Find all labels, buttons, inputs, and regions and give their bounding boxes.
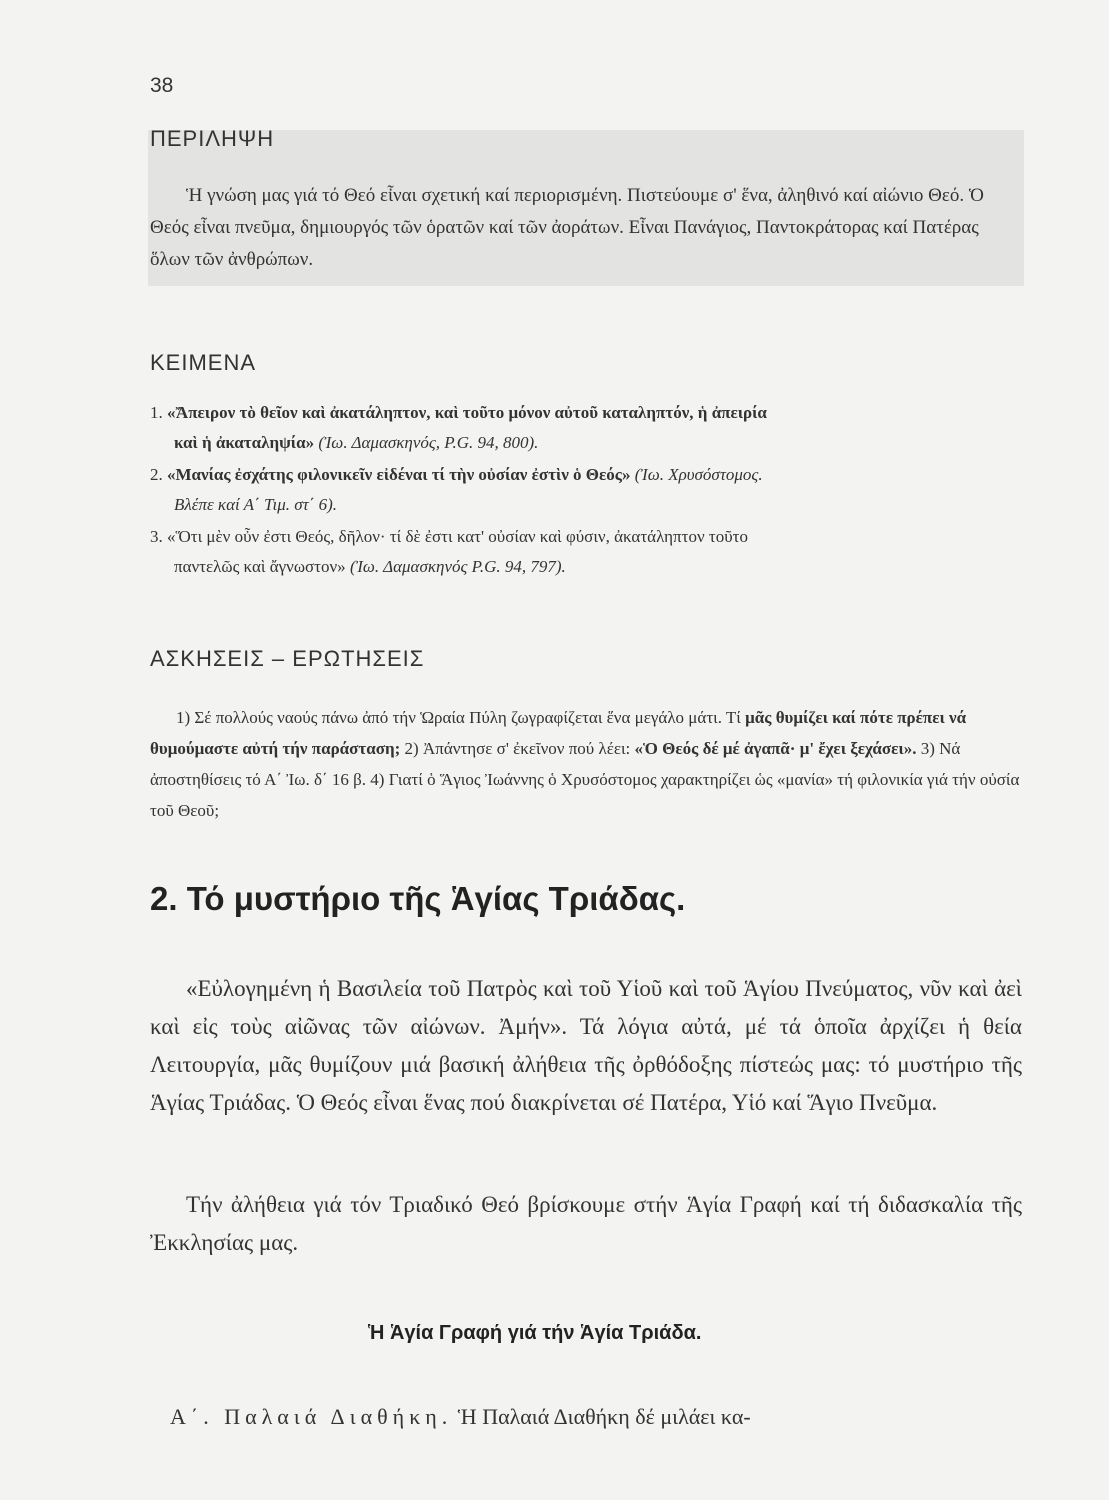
chapter-paragraph-2: Τήν ἀλήθεια γιά τόν Τριαδικό Θεό βρίσκουμε στήν Ἁγία Γραφή καί τή διδασκαλία τῆς Ἐκκλησίας μας. (150, 1192, 1022, 1255)
page-number: 38 (150, 74, 174, 97)
old-testament-label: Α΄. Παλαιά Διαθήκη. (170, 1404, 453, 1429)
texts-heading: ΚΕΙΜΕΝΑ (150, 350, 257, 375)
chapter-paragraph-1: «Εὐλογημένη ἡ Βασιλεία τοῦ Πατρὸς καὶ τοῦ Υἱοῦ καὶ τοῦ Ἁγίου Πνεύματος, νῦν καὶ ἀεὶ καὶ εἰς τοὺς αἰῶνας τῶν αἰώνων. Ἀμήν». Τά λόγια αὐτά, μέ τά ὁποῖα ἀρχίζει ἡ θεία Λειτουργία, μᾶς θυμίζουν μιά βασική ἀλήθεια τῆς ὀρθόδοξης πίστεώς μας: τό μυστήριο τῆς Ἁγίας Τριάδας. Ὁ Θεός εἶναι ἕνας πού διακρίνεται σέ Πατέρα, Υἱό καί Ἅγιο Πνεῦμα. (150, 976, 1022, 1115)
text-item-source: (Ἰω. Δαμασκηνός, P.G. 94, 800). (318, 433, 539, 452)
text-item-quote: «Μανίας ἐσχάτης φιλονικεῖν εἰδέναι τί τὴν οὐσίαν ἐστὶν ὁ Θεός» (167, 465, 631, 484)
old-testament-text: Ἡ Παλαιά Διαθήκη δέ μιλάει κα- (452, 1404, 751, 1429)
text-item-quote-cont: παντελῶς καὶ ἄγνωστον» (174, 557, 346, 576)
text-item-source: (Ἰω. Δαμασκηνός P.G. 94, 797). (349, 557, 566, 576)
text-item-number: 2. (150, 465, 163, 484)
old-testament-line (170, 1404, 1022, 1430)
exercise-part-3: 3) Νά ἀποστηθίσεις τό Α΄ Ἰω. δ΄ 16 β. 4) Γιατί ὁ Ἅγιος Ἰωάννης ὁ Χρυσόστομος χαρακτηρίζει ὡς «μανία» τή φιλονικία γιά τήν οὐσία τοῦ Θεοῦ; (150, 739, 1020, 820)
summary-text: Ἡ γνώση μας γιά τό Θεό εἶναι σχετική καί περιορισμένη. Πιστεύουμε σ' ἕνα, ἀληθινό καί αἰώνιο Θεό. Ὁ Θεός εἶναι πνεῦμα, δημιουργός τῶν ὁρατῶν καί τῶν ἀοράτων. Εἶναι Πανάγιος, Παντοκράτορας καί Πατέρας ὅλων τῶν ἀνθρώπων. (150, 185, 984, 270)
text-item-number: 3. (150, 527, 163, 546)
text-item-source-cont: Βλέπε καί Α΄ Τιμ. στ΄ 6). (174, 495, 338, 514)
exercise-part-1: 1) Σέ πολλούς ναούς πάνω ἀπό τήν Ὡραία Πύλη ζωγραφίζεται ἕνα μεγάλο μάτι. Τί (176, 708, 741, 727)
summary-heading: ΠΕΡΙΛΗΨΗ (150, 126, 275, 151)
exercises-text (150, 702, 1022, 826)
text-item-quote: «Ἄπειρον τὸ θεῖον καὶ ἀκατάληπτον, καὶ τοῦτο μόνον αὐτοῦ καταληπτόν, ἡ ἀπειρία (167, 403, 767, 422)
texts-list (150, 398, 1022, 584)
text-item-quote: «Ὅτι μὲν οὖν ἐστι Θεός, δῆλον· τί δὲ ἐστι κατ' οὐσίαν καὶ φύσιν, ἀκατάληπτον τοῦτο (167, 527, 748, 546)
text-item-source: (Ἰω. Χρυσόστομος. (634, 465, 763, 484)
exercise-bold-2: «Ὁ Θεός δέ μέ ἀγαπᾶ· μ' ἔχει ξεχάσει». (634, 739, 917, 758)
text-item-1 (150, 398, 1022, 458)
chapter-title: 2. Τό μυστήριο τῆς Ἁγίας Τριάδας. (150, 880, 686, 917)
exercise-bold-1: μᾶς θυμίζει καί πότε πρέπει νά θυμούμαστε αὐτή τήν παράσταση; (150, 708, 967, 758)
exercise-part-2: 2) Ἀπάντησε σ' ἐκεῖνον πού λέει: (400, 739, 635, 758)
text-item-2 (150, 460, 1022, 520)
text-item-number: 1. (150, 403, 163, 422)
exercises-heading: ΑΣΚΗΣΕΙΣ – ΕΡΩΤΗΣΕΙΣ (150, 646, 425, 671)
subsection-title: Ἡ Ἁγία Γραφή γιά τήν Ἁγία Τριάδα. (368, 1322, 702, 1344)
text-item-3 (150, 522, 1022, 582)
text-item-quote-cont: καὶ ἡ ἀκαταληψία» (174, 433, 315, 452)
